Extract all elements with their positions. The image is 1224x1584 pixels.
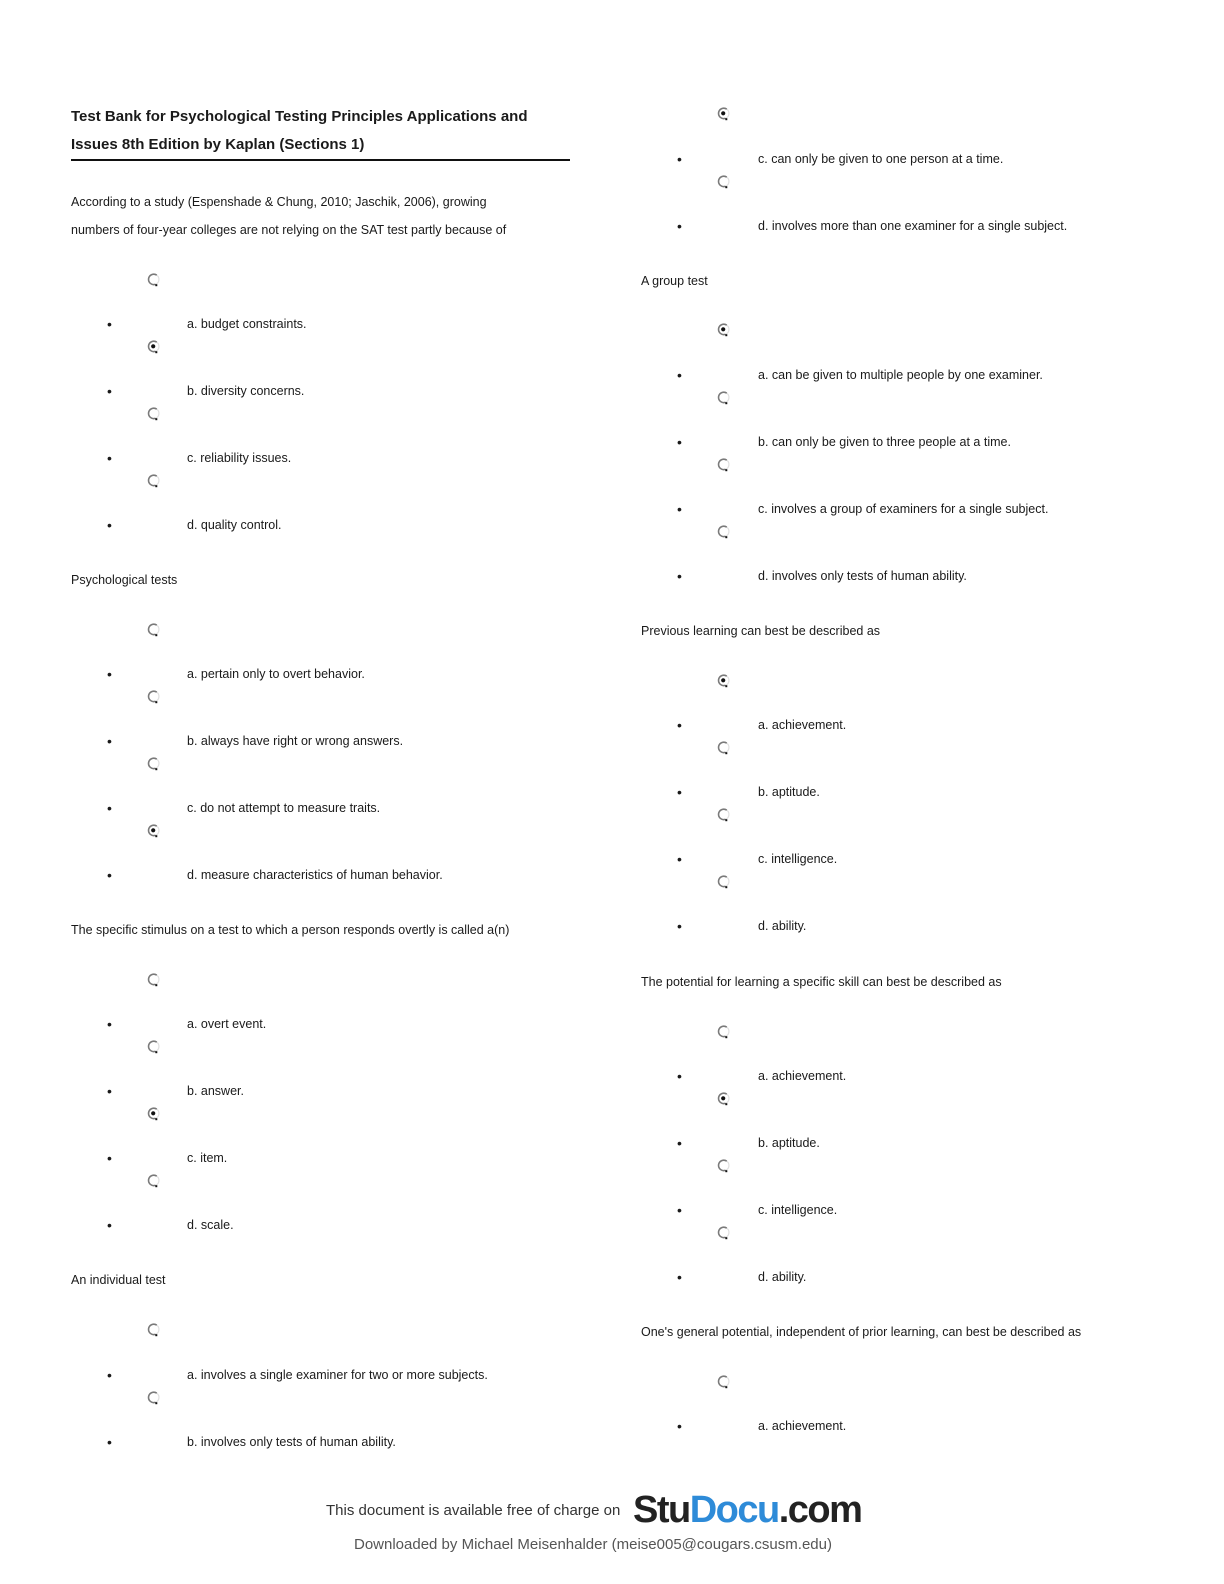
option-label: a. can be given to multiple people by one examiner. (758, 368, 1043, 382)
radio-unselected-icon[interactable] (716, 390, 731, 405)
question-stem: The specific stimulus on a test to which a person responds overtly is called a(n) (71, 923, 510, 937)
question-stem: numbers of four-year colleges are not relying on the SAT test partly because of (71, 223, 507, 237)
option-label: c. intelligence. (758, 1203, 838, 1217)
option-label: c. item. (187, 1151, 228, 1165)
question-stem: One's general potential, independent of prior learning, can best be described as (641, 1325, 1082, 1339)
bullet-icon: • (107, 1367, 112, 1383)
radio-unselected-icon[interactable] (716, 1024, 731, 1039)
radio-unselected-icon[interactable] (716, 524, 731, 539)
bullet-icon: • (677, 434, 682, 450)
question-stem: An individual test (71, 1273, 166, 1287)
question-stem: Psychological tests (71, 573, 178, 587)
radio-selected-icon[interactable] (716, 322, 731, 337)
option-label: b. always have right or wrong answers. (187, 734, 404, 748)
bullet-icon: • (677, 851, 682, 867)
option-label: c. intelligence. (758, 852, 838, 866)
radio-unselected-icon[interactable] (716, 740, 731, 755)
bullet-icon: • (677, 367, 682, 383)
option-label: c. do not attempt to measure traits. (187, 801, 381, 815)
option-label: d. quality control. (187, 518, 282, 532)
bullet-icon: • (677, 1269, 682, 1285)
radio-unselected-icon[interactable] (716, 807, 731, 822)
option-label: d. ability. (758, 919, 807, 933)
option-label: d. involves more than one examiner for a single subject. (758, 219, 1068, 233)
document-title-line-2: Issues 8th Edition by Kaplan (Sections 1) (71, 131, 570, 161)
radio-selected-icon[interactable] (716, 1091, 731, 1106)
bullet-icon: • (677, 717, 682, 733)
radio-unselected-icon[interactable] (146, 622, 161, 637)
radio-unselected-icon[interactable] (146, 972, 161, 987)
bullet-icon: • (107, 733, 112, 749)
radio-unselected-icon[interactable] (146, 1039, 161, 1054)
bullet-icon: • (677, 151, 682, 167)
option-label: d. ability. (758, 1270, 807, 1284)
bullet-icon: • (107, 800, 112, 816)
bullet-icon: • (107, 1217, 112, 1233)
radio-selected-icon[interactable] (146, 339, 161, 354)
option-label: b. involves only tests of human ability. (187, 1435, 396, 1449)
radio-unselected-icon[interactable] (146, 272, 161, 287)
bullet-icon: • (107, 450, 112, 466)
option-label: a. budget constraints. (187, 317, 307, 331)
option-label: c. can only be given to one person at a time. (758, 152, 1004, 166)
footer-downloaded-by: Downloaded by Michael Meisenhalder (meise005@cougars.csusm.edu) (354, 1536, 832, 1553)
bullet-icon: • (107, 1150, 112, 1166)
radio-unselected-icon[interactable] (716, 1158, 731, 1173)
bullet-icon: • (677, 568, 682, 584)
bullet-icon: • (677, 218, 682, 234)
radio-unselected-icon[interactable] (146, 1390, 161, 1405)
bullet-icon: • (107, 867, 112, 883)
bullet-icon: • (107, 517, 112, 533)
radio-selected-icon[interactable] (146, 1106, 161, 1121)
question-stem: A group test (641, 274, 708, 288)
radio-unselected-icon[interactable] (146, 756, 161, 771)
option-label: c. reliability issues. (187, 451, 292, 465)
bullet-icon: • (677, 918, 682, 934)
radio-selected-icon[interactable] (146, 823, 161, 838)
logo-stu: Stu (633, 1489, 690, 1531)
bullet-icon: • (107, 1083, 112, 1099)
option-label: a. achievement. (758, 1419, 847, 1433)
option-label: b. aptitude. (758, 1136, 820, 1150)
radio-unselected-icon[interactable] (716, 1225, 731, 1240)
radio-unselected-icon[interactable] (146, 406, 161, 421)
radio-unselected-icon[interactable] (716, 1374, 731, 1389)
question-stem: According to a study (Espenshade & Chung, 2010; Jaschik, 2006), growing (71, 195, 487, 209)
radio-unselected-icon[interactable] (146, 689, 161, 704)
option-label: b. aptitude. (758, 785, 820, 799)
studocu-logo[interactable] (633, 1490, 861, 1530)
footer-availability-text: This document is available free of charge on (326, 1502, 621, 1519)
bullet-icon: • (107, 1016, 112, 1032)
question-stem: The potential for learning a specific skill can best be described as (641, 975, 1002, 989)
option-label: a. achievement. (758, 1069, 847, 1083)
bullet-icon: • (677, 784, 682, 800)
bullet-icon: • (107, 666, 112, 682)
bullet-icon: • (107, 383, 112, 399)
bullet-icon: • (107, 316, 112, 332)
radio-unselected-icon[interactable] (146, 1322, 161, 1337)
option-label: b. diversity concerns. (187, 384, 305, 398)
option-label: a. overt event. (187, 1017, 267, 1031)
option-label: b. can only be given to three people at a time. (758, 435, 1011, 449)
option-label: b. answer. (187, 1084, 244, 1098)
bullet-icon: • (107, 1434, 112, 1450)
radio-unselected-icon[interactable] (146, 1173, 161, 1188)
logo-com: .com (778, 1489, 862, 1531)
document-title-line-1: Test Bank for Psychological Testing Principles Applications and (71, 108, 528, 125)
radio-unselected-icon[interactable] (716, 174, 731, 189)
option-label: a. involves a single examiner for two or more subjects. (187, 1368, 488, 1382)
option-label: d. scale. (187, 1218, 234, 1232)
radio-unselected-icon[interactable] (716, 457, 731, 472)
logo-docu: Docu (689, 1489, 779, 1531)
bullet-icon: • (677, 501, 682, 517)
option-label: d. involves only tests of human ability. (758, 569, 967, 583)
option-label: d. measure characteristics of human behavior. (187, 868, 443, 882)
bullet-icon: • (677, 1135, 682, 1151)
radio-selected-icon[interactable] (716, 673, 731, 688)
radio-selected-icon[interactable] (716, 106, 731, 121)
question-stem: Previous learning can best be described as (641, 624, 881, 638)
bullet-icon: • (677, 1418, 682, 1434)
bullet-icon: • (677, 1202, 682, 1218)
option-label: a. pertain only to overt behavior. (187, 667, 365, 681)
bullet-icon: • (677, 1068, 682, 1084)
radio-unselected-icon[interactable] (716, 874, 731, 889)
option-label: a. achievement. (758, 718, 847, 732)
radio-unselected-icon[interactable] (146, 473, 161, 488)
option-label: c. involves a group of examiners for a single subject. (758, 502, 1049, 516)
